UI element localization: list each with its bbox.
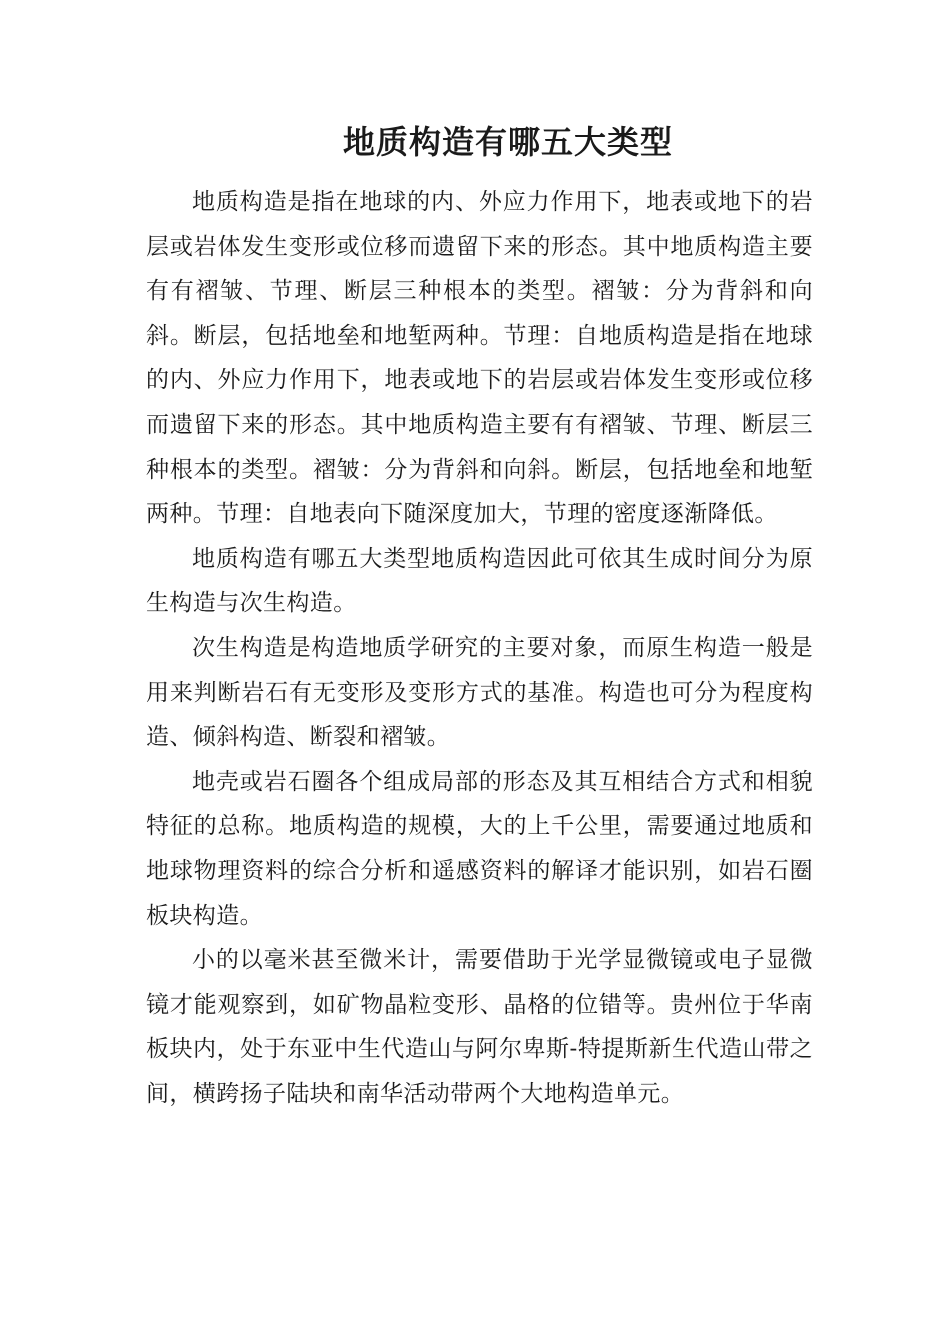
paragraph-2: 地质构造有哪五大类型地质构造因此可依其生成时间分为原生构造与次生构造。 [146, 545, 813, 617]
paragraph-4: 地壳或岩石圈各个组成局部的形态及其互相结合方式和相貌特征的总称。地质构造的规模，大的上千公里，需要通过地质和地球物理资料的综合分析和遥感资料的解译才能识别，如岩石圈板块构造。 [146, 768, 813, 929]
paragraph-5: 小的以毫米甚至微米计，需要借助于光学显微镜或电子显微镜才能观察到，如矿物晶粒变形、晶格的位错等。贵州位于华南板块内，处于东亚中生代造山与阿尔卑斯-特提斯新生代造山带之间，横跨扬子陆块和南华活动带两个大地构造单元。 [146, 947, 813, 1107]
document-title: 地质构造有哪五大类型 [342, 123, 673, 161]
document-body [146, 180, 813, 1116]
paragraph-1: 地质构造是指在地球的内、外应力作用下，地表或地下的岩层或岩体发生变形或位移而遗留下来的形态。其中地质构造主要有有褶皱、节理、断层三种根本的类型。褶皱：分为背斜和向斜。断层，包括地垒和地堑两种。节理：自地质构造是指在地球的内、外应力作用下，地表或地下的岩层或岩体发生变形或位移而遗留下来的形态。其中地质构造主要有有褶皱、节理、断层三种根本的类型。褶皱：分为背斜和向斜。断层，包括地垒和地堑两种。节理：自地表向下随深度加大，节理的密度逐渐降低。 [146, 189, 813, 528]
paragraph-3: 次生构造是构造地质学研究的主要对象，而原生构造一般是用来判断岩石有无变形及变形方式的基准。构造也可分为程度构造、倾斜构造、断裂和褶皱。 [146, 634, 813, 751]
